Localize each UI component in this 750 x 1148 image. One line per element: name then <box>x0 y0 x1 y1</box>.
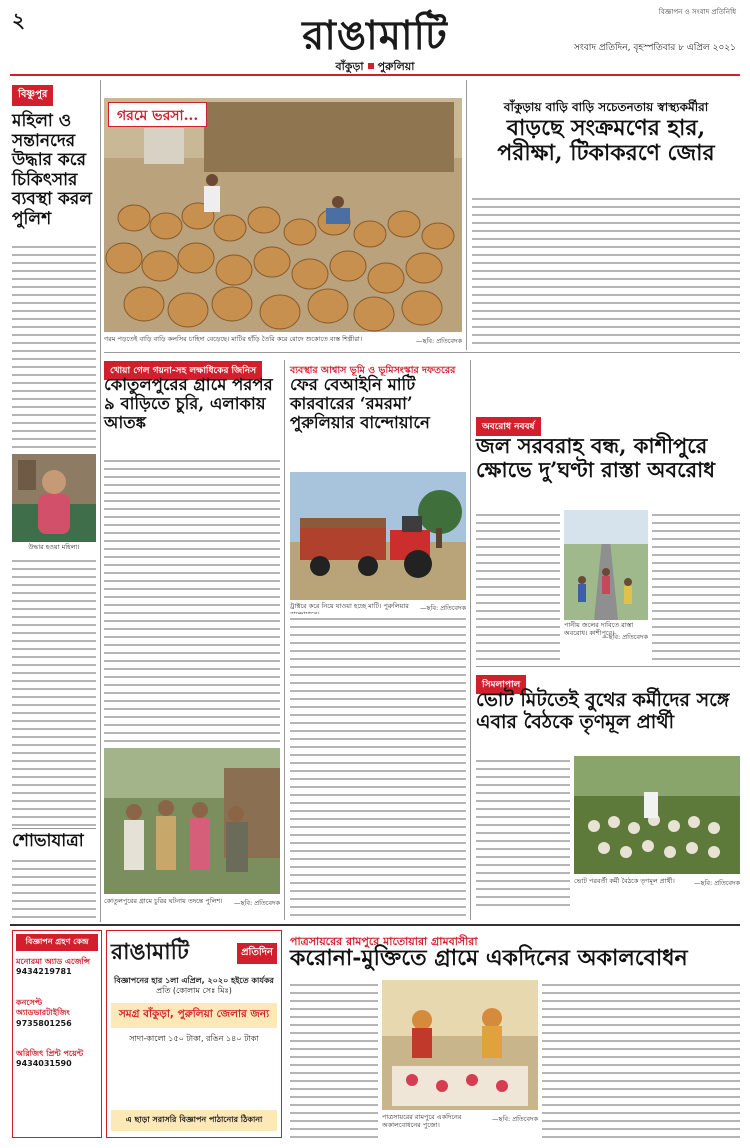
page-number: ২ <box>12 8 26 32</box>
header-date: সংবাদ প্রতিদিন, বৃহস্পতিবার ৮ এপ্রিল ২০২১ <box>573 43 736 53</box>
simlapal-caption: ভোট পরবর্তী কর্মী বৈঠকে তৃণমূল প্রার্থী। <box>574 877 675 885</box>
rule-sobhajatra <box>12 828 96 829</box>
column-rule-mid <box>284 360 285 920</box>
kotulpur-caption: কোতুলপুরের গ্রামে চুরির ঘটনায় তদন্তে পুলিশ। <box>104 897 223 905</box>
story-left-headline: মহিলা ও সন্তানদের উদ্ধার করে চিকিৎসার ব্যবস্থা করল পুলিশ <box>12 111 92 229</box>
story-bottom-kicker: পাত্রসায়রের রামপুরে মাতোয়ারা গ্রামবাসীরা <box>290 935 478 948</box>
purulia-caption: ট্রাক্টরে করে নিয়ে যাওয়া হচ্ছে মাটি। পুরুলিয়ার <box>290 602 409 610</box>
ad-left-agent-1: মনোরমা অ্যাড এজেন্সি 9434219781 <box>16 957 90 977</box>
story-left-body-2 <box>12 556 96 826</box>
column-rule-left <box>100 80 101 922</box>
rule-under-pots <box>104 352 740 353</box>
kashipur-credit: —ছবি: প্রতিবেদক <box>602 633 648 641</box>
ad-main-masthead: রাঙামাটি <box>111 939 189 965</box>
story-left-photo <box>12 454 96 542</box>
kashipur-caption: পানীয় জলের দাবিতে রাস্তা অবরোধ। কাশীপুরে। <box>564 621 634 637</box>
ad-main-rates: সাদা-কালো ১৫০ টাকা, রঙিন ১৪০ টাকা <box>129 1033 259 1043</box>
pots-credit: —ছবি: প্রতিবেদক <box>416 337 462 345</box>
pots-caption: গরম পড়তেই বাড়ি বাড়ি কলসির চাহিদা বেড়েছে। মাটির হাঁড়ি তৈরি করে রোদে শুকোতে ব্যস্ত শিল্পীরা। <box>104 335 363 343</box>
story-kashipur-body <box>476 510 560 660</box>
story-simlapal-tag: সিমলাপাল <box>476 675 526 694</box>
kashipur-photo <box>564 510 648 620</box>
story-bottom-body-2 <box>542 980 740 1138</box>
pots-photo <box>104 98 462 332</box>
story-left <box>12 82 96 229</box>
masthead-title: রাঙামাটি <box>302 12 448 59</box>
tractor-soil-image <box>290 472 466 600</box>
rule-bottom-section <box>10 924 740 926</box>
ad-main-line1: বিজ্ঞাপনের হার ১লা এপ্রিল, ২০২০ হইতে কার্যকর <box>114 976 274 985</box>
ad-main-line2: প্রতি (কোলাম সেঃ মিঃ) <box>156 986 232 996</box>
ad-left-title: বিজ্ঞাপন গ্রহণ কেন্দ্র <box>16 934 98 951</box>
bottom-photo <box>382 980 538 1110</box>
sobhajatra-body <box>12 856 96 920</box>
story-simlapal-body <box>476 756 570 906</box>
story-purulia-headline: ফের বেআইনি মাটি কারবারের ‘রমরমা’ পুরুলিয়ার বান্দোয়ানে <box>290 375 430 432</box>
pots-banner: গরমে ভরসা... <box>108 102 207 127</box>
story-left-caption: উদ্ধার হওয়া মহিলা। <box>28 543 80 551</box>
ad-left-agent-3: অরিজিৎ প্রিন্ট পয়েন্ট 9434031590 <box>16 1048 84 1069</box>
woman-photo <box>12 454 96 542</box>
bottom-caption: পাত্রসায়রের রামপুরে একদিনের অকালবোধনের পুজো। <box>382 1113 462 1129</box>
sobhajatra-headline: শোভাযাত্রা <box>12 831 84 851</box>
header-rule <box>10 74 740 76</box>
story-kotulpur-headline: কোতুলপুরের গ্রামে পরপর ৯ বাড়িতে চুরি, এলাকায় আতঙ্ক <box>104 375 273 432</box>
column-rule-mid-top <box>466 80 467 350</box>
story-kotulpur-kicker: খোয়া গেল গয়না-সহ লক্ষাধিকের জিনিস <box>104 361 262 380</box>
edition-right: পুরুলিয়া <box>377 60 415 73</box>
police-inquiry-image <box>104 748 280 894</box>
ad-main-footer: এ ছাড়া সরাসরি বিজ্ঞাপন পাঠানোর ঠিকানা <box>111 1110 277 1131</box>
story-top-right-body <box>472 194 740 348</box>
road-blockade-image <box>564 510 648 620</box>
story-kashipur-body-2 <box>652 510 740 660</box>
story-simlapal-headline: ভোট মিটতেই বুথের কর্মীদের সঙ্গে এবার বৈঠকে তৃণমূল প্রার্থী <box>476 689 730 733</box>
story-kotulpur-body <box>104 456 280 746</box>
ad-left-agent-2: কনসেপ্ট অ্যাডভারটাইজিং 9735801256 <box>16 997 72 1028</box>
party-meeting-image <box>574 756 740 874</box>
rule-simlapal <box>476 666 740 667</box>
clay-pots-image <box>104 98 462 332</box>
durga-puja-image <box>382 980 538 1110</box>
column-rule-right <box>470 360 471 920</box>
story-kashipur-tag: অবরোধ নববর্ষ <box>476 417 541 436</box>
ad-main-brand: প্রতিদিন <box>237 943 277 964</box>
story-left-tag: বিষ্ণুপুর <box>12 85 53 106</box>
ad-main-headline: সমগ্র বাঁকুড়া, পুরুলিয়া জেলার জন্য <box>111 1003 277 1028</box>
story-kashipur-headline: জল সরবরাহ বন্ধ, কাশীপুরে ক্ষোভে দু’ঘণ্টা রাস্তা অবরোধ <box>476 433 716 483</box>
purulia-credit: —ছবি: প্রতিবেদক <box>420 604 466 612</box>
edition-left: বাঁকুড়া <box>335 60 364 73</box>
story-bottom-body <box>290 980 378 1138</box>
bottom-credit: —ছবি: প্রতিবেদক <box>492 1115 538 1123</box>
purulia-photo <box>290 472 466 600</box>
story-top-right-kicker: বাঁকুড়ায় বাড়ি বাড়ি সচেতনতায় স্বাস্থ্যকর্মীরা <box>503 100 709 114</box>
edition-separator <box>368 63 374 69</box>
story-purulia-kicker: ব্যবস্থার আশ্বাস ভূমি ও ভূমিসংস্কার দফতরের <box>290 365 456 376</box>
story-left-body <box>12 242 96 450</box>
kotulpur-credit: —ছবি: প্রতিবেদক <box>234 899 280 907</box>
header-meta-small: বিজ্ঞাপন ও সংবাদ প্রতিনিধি <box>658 8 736 16</box>
story-purulia-body <box>290 614 466 920</box>
simlapal-photo <box>574 756 740 874</box>
kotulpur-photo <box>104 748 280 894</box>
story-bottom-headline: করোনা-মুক্তিতে গ্রামে একদিনের অকালবোধন <box>290 945 688 971</box>
story-top-right-headline: বাড়ছে সংক্রমণের হার, পরীক্ষা, টিকাকরণে জোর <box>497 115 715 167</box>
ad-left <box>12 930 102 1138</box>
simlapal-credit: —ছবি: প্রতিবেদক <box>694 879 740 887</box>
ad-main <box>106 930 282 1138</box>
